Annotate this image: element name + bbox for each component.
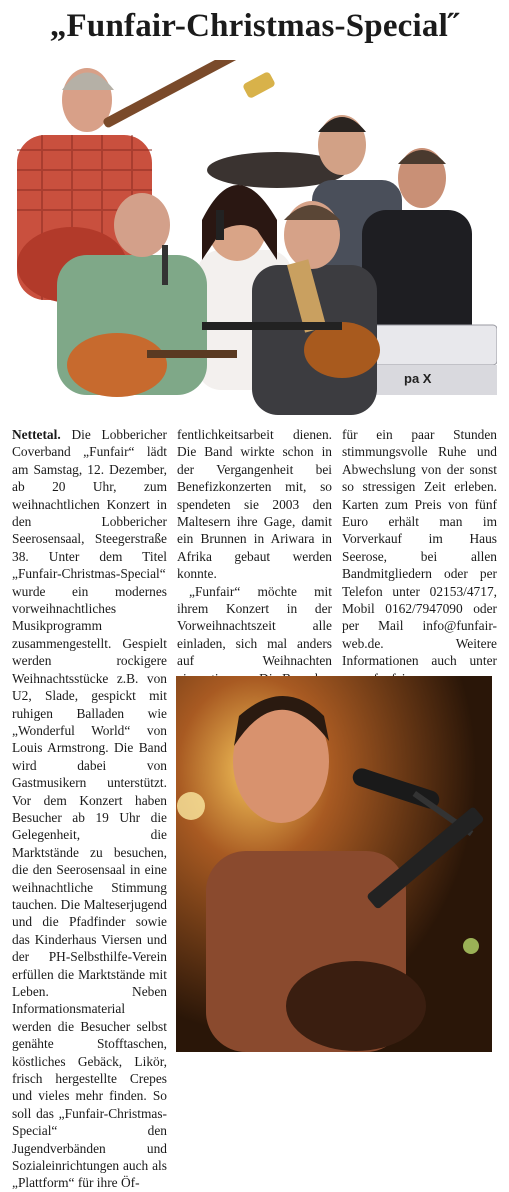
article-column-1 — [12, 426, 167, 1192]
band-photo-illustration — [12, 60, 497, 415]
stage-light — [177, 792, 205, 820]
stage-photo-illustration — [176, 676, 492, 1052]
article-headline: „Funfair-Christmas-Special˝ — [49, 8, 460, 44]
keyboard-brand-label: pa X — [404, 371, 432, 386]
article-dateline: Nettetal. — [12, 427, 61, 442]
singer-stage-photo — [176, 676, 492, 1052]
column-1-text: Die Lobbericher Coverband „Funfair“ lädt am Samstag, 12. Dezember, ab 20 Uhr, zum weihnachtlichen Konzert in den Lobbericher Seerosensaal, Steegerstraße 38. Unter dem Titel „Funfair-Christmas-Special“ wurde ein modernes vorweihnachtliches Musikprogramm zusammengestellt. Gespielt werden rockigere Weihnachtsstücke z.B. von U2, Slade, gespickt mit ruhigen Balladen wie „Wonderful World“ von Louis Armstrong. Die Band wird dabei von Gastmusikern unterstützt. Vor dem Konzert haben Besucher ab 19 Uhr die Gelegenheit, die Marktstände zu besuchen, die den Seerosensaal in eine weihnachtliche Stimmung tauchen. Die Malteserjugend und die Pfadfinder sowie das Kinderhaus Viersen und der PH-Selbsthilfe-Verein erfüllen die Marktstände mit Leben. Neben Informationsmaterial werden die Besucher selbst genähte Stofftaschen, köstliches Gebäck, Likör, frisch hergestellte Crepes und vieles mehr finden. So soll das „Funfair-Christmas-Special“ den Jugendverbänden und Sozialeinrichtungen auch als „Plattform“ für ihre Öf- — [12, 427, 167, 1191]
column-1-paragraph — [12, 426, 167, 1192]
column-3-paragraph: für ein paar Stunden stimmungsvolle Ruhe und Abwechslung von der sonst so stressigen Zeit erleben. Karten zum Preis von fünf Euro erhält man im Vorverkauf im Haus Seerose, bei allen Bandmitgliedern oder per Telefon unter 02153/4717, Mobil 0162/7947090 oder per Mail info@funfair-web.de. Weitere Informationen auch unter — [342, 427, 497, 669]
column-2-paragraph-1: fentlichkeitsarbeit dienen. Die Band wirkte schon in der Vergangenheit bei Benefizkonzerten mit, so spendeten sie 2003 den Maltesern ihre Gage, damit ein Brunnen in Ariwara in Afrika gebaut werden konnte. — [177, 427, 332, 582]
column-2-paragraph-2: „Funfair“ möchte mit ihrem Konzert in der Vorweihnachtszeit alle einladen, sich mal anders auf Weihnachten — [177, 583, 332, 669]
stage-light — [463, 938, 479, 954]
band-group-photo — [12, 60, 497, 415]
